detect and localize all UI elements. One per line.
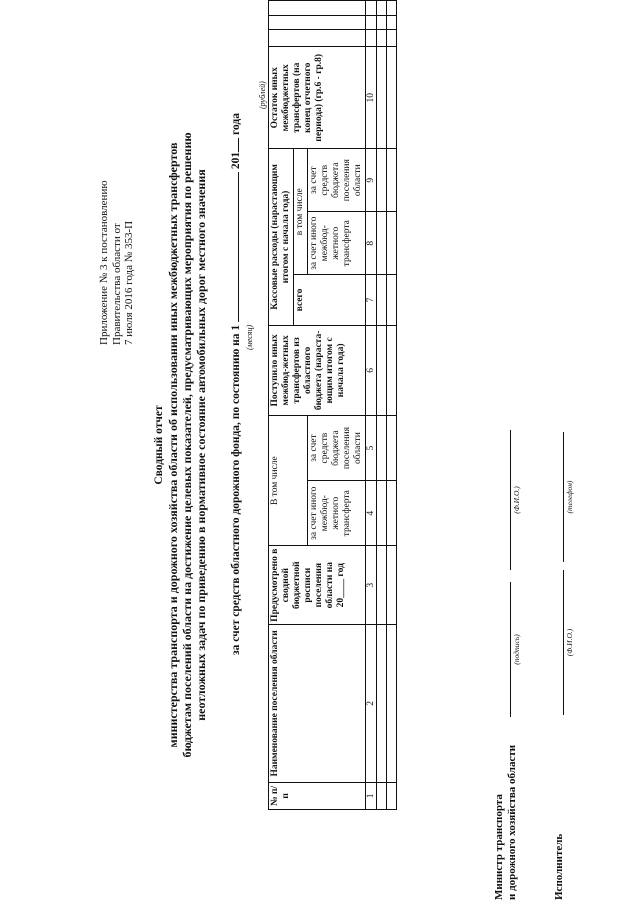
col-header-cash-total: всего: [294, 275, 366, 325]
empty-cell[interactable]: [387, 275, 397, 325]
column-number: 7: [366, 275, 377, 325]
empty-cell[interactable]: [387, 212, 397, 275]
executor-name-line[interactable]: [563, 570, 564, 715]
report-title-line-1: министерства транспорта и дорожного хозяйства области об использовании иных межбюджетных трансфертов: [166, 142, 180, 748]
period-year: 201: [230, 151, 242, 170]
column-number-row: [366, 1, 377, 810]
empty-cell[interactable]: [377, 481, 387, 546]
column-number: 8: [366, 212, 377, 275]
empty-cell[interactable]: [387, 149, 397, 212]
executor-name-hint: (Ф.И.О.): [565, 628, 574, 657]
col-group-including: В том числе: [269, 416, 308, 546]
report-period-line: [228, 113, 242, 655]
empty-cell[interactable]: [377, 275, 387, 325]
report-title-block: [152, 95, 208, 795]
column-number: 1: [366, 782, 377, 809]
empty-cell: [366, 15, 377, 30]
report-title-line-2: бюджетам поселений области на достижение целевых показателей, предусматривающих мероприятия по решению: [180, 132, 194, 758]
column-number: 2: [366, 625, 377, 783]
column-number: 6: [366, 325, 377, 415]
unit-note: (рублей): [258, 81, 267, 109]
col-group-cash-expenses: Кассовые расходы (нарастающим итогом с начала года): [269, 149, 294, 325]
empty-cell[interactable]: [377, 1, 387, 16]
col-header-number: № п/п: [269, 782, 366, 809]
col-header-transfer: за счет иного межбюд-жетного трансферта: [308, 481, 366, 546]
empty-cell[interactable]: [387, 625, 397, 783]
appendix-line-2: Правительства области от: [110, 223, 123, 345]
month-hint: (месяц): [245, 324, 254, 350]
col-header-received: Поступило иных межбюд-жетных трансфертов из областного бюджета (нараста-ющим итогом с начала года): [269, 325, 366, 415]
empty-cell[interactable]: [377, 149, 387, 212]
empty-cell[interactable]: [377, 546, 387, 625]
table-row: [377, 1, 387, 810]
empty-cell[interactable]: [387, 546, 397, 625]
col-header-planned: Предусмотрено в сводной бюджетной росписи поселения области на 20____ год: [269, 546, 366, 625]
empty-cell[interactable]: [387, 782, 397, 809]
extra-col-b: [269, 15, 366, 30]
empty-cell[interactable]: [377, 325, 387, 415]
empty-cell[interactable]: [377, 416, 387, 481]
phone-hint: (телефон): [565, 480, 574, 514]
report-table: [268, 0, 397, 810]
minister-signature-block: [493, 745, 519, 900]
minister-name-line[interactable]: [510, 430, 511, 570]
executor-label: Исполнитель: [553, 833, 565, 900]
col-header-cash-local: за счет средств бюджета поселения области: [308, 149, 366, 212]
empty-cell[interactable]: [387, 1, 397, 16]
period-suffix: года: [230, 113, 242, 135]
column-number: 3: [366, 546, 377, 625]
minister-title-line-1: Министр транспорта: [493, 794, 505, 900]
empty-cell[interactable]: [387, 481, 397, 546]
appendix-note: [98, 45, 136, 345]
report-heading: Сводный отчет: [153, 405, 165, 485]
year-blank[interactable]: [228, 138, 239, 152]
month-blank[interactable]: [228, 172, 239, 322]
name-hint: (Ф.И.О.): [512, 486, 521, 514]
empty-cell[interactable]: [387, 47, 397, 149]
empty-cell[interactable]: [377, 782, 387, 809]
empty-cell[interactable]: [377, 47, 387, 149]
column-number: 5: [366, 416, 377, 481]
col-group-cash-including: в том числе: [294, 149, 308, 275]
appendix-line-3: 7 июля 2016 года № 353-П: [123, 220, 135, 345]
report-title-line-3: неотложных задач по приведению в нормативное состояние автомобильных дорог местного значения: [194, 169, 208, 721]
minister-signature-line[interactable]: [510, 582, 511, 717]
appendix-line-1: Приложение № 3 к постановлению: [98, 180, 110, 345]
empty-cell[interactable]: [387, 15, 397, 30]
extra-col-a: [269, 30, 366, 47]
empty-cell[interactable]: [377, 15, 387, 30]
executor-phone-line[interactable]: [563, 432, 564, 562]
empty-cell[interactable]: [387, 30, 397, 47]
empty-cell[interactable]: [377, 625, 387, 783]
empty-cell[interactable]: [377, 30, 387, 47]
column-number: 10: [366, 47, 377, 149]
empty-cell[interactable]: [387, 325, 397, 415]
col-header-settlement: Наименование поселения области: [269, 625, 366, 783]
col-header-cash-transfer: за счет иного межбюд-жетного трансферта: [308, 212, 366, 275]
period-prefix: за счет средств областного дорожного фонда, по состоянию на 1: [230, 324, 242, 655]
column-number: 9: [366, 149, 377, 212]
col-header-local-budget: за счет средств бюджета поселения области: [308, 416, 366, 481]
empty-cell: [366, 30, 377, 47]
empty-cell: [366, 1, 377, 16]
extra-col-c: [269, 1, 366, 16]
table-row: [387, 1, 397, 810]
column-number: 4: [366, 481, 377, 546]
signature-hint: (подпись): [512, 634, 521, 665]
empty-cell[interactable]: [387, 416, 397, 481]
minister-title-line-2: и дорожного хозяйства области: [506, 744, 518, 900]
col-header-balance: Остаток иных межбюджетных трансфертов (на конец отчетного периода) (гр.6 - гр.8): [269, 47, 366, 149]
empty-cell[interactable]: [377, 212, 387, 275]
